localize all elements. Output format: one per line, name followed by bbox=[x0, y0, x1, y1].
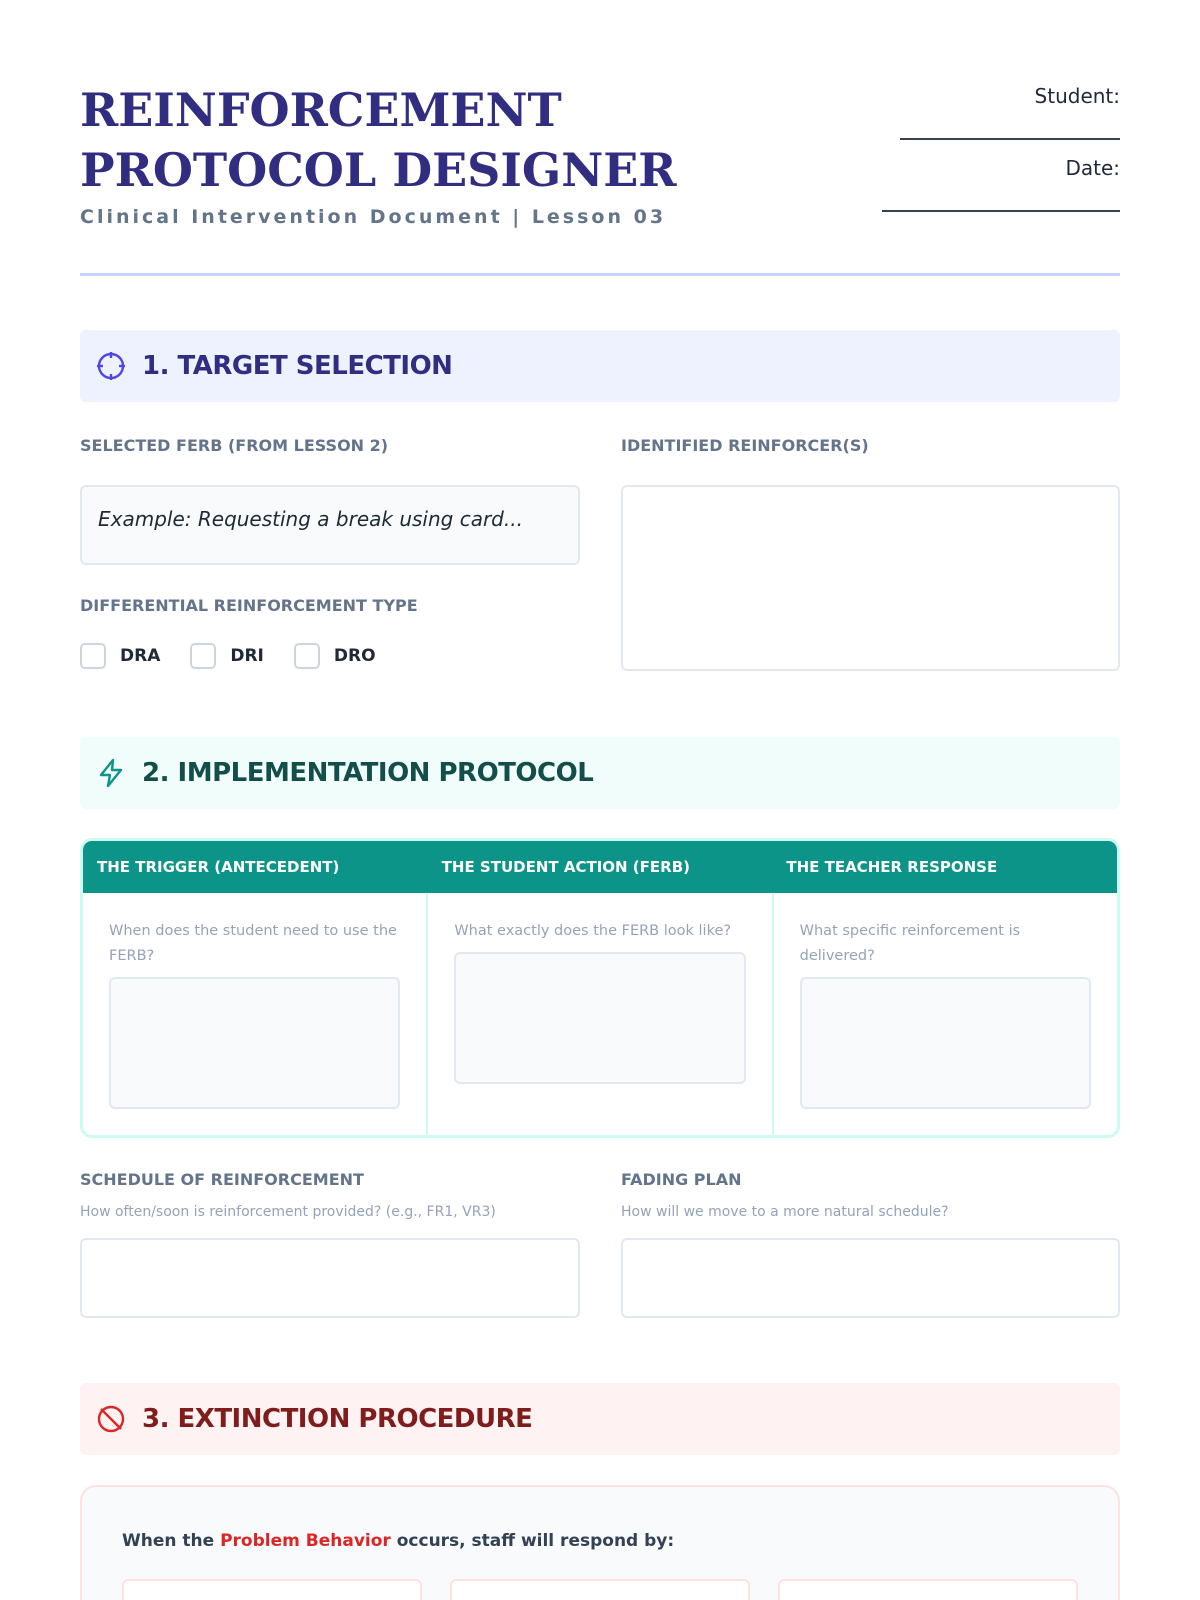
column-question: What exactly does the FERB look like? bbox=[454, 923, 732, 939]
section-target-selection bbox=[80, 330, 1120, 402]
teacher-response-column bbox=[774, 893, 1117, 1135]
option-dra[interactable] bbox=[80, 643, 160, 669]
section-title: 1. TARGET SELECTION bbox=[142, 351, 453, 381]
option-label: DRA bbox=[120, 646, 161, 666]
page-subtitle: Clinical Intervention Document | Lesson 03 bbox=[80, 206, 667, 228]
column-header: THE STUDENT ACTION (FERB) bbox=[441, 858, 690, 876]
date-line[interactable] bbox=[882, 210, 1120, 212]
ferb-label: SELECTED FERB (FROM LESSON 2) bbox=[80, 436, 389, 455]
checkbox[interactable] bbox=[190, 643, 216, 669]
trigger-field[interactable] bbox=[109, 977, 400, 1109]
problem-behavior-highlight: Problem Behavior bbox=[220, 1531, 391, 1551]
column-header: THE TRIGGER (ANTECEDENT) bbox=[97, 858, 340, 876]
protocol-table bbox=[80, 838, 1120, 1138]
fading-hint: How will we move to a more natural schedule? bbox=[621, 1204, 949, 1220]
reinforcer-label: IDENTIFIED REINFORCER(S) bbox=[621, 436, 869, 455]
protocol-table-header bbox=[83, 841, 1117, 893]
section-implementation-protocol bbox=[80, 737, 1120, 809]
schedule-field[interactable] bbox=[80, 1238, 580, 1318]
teacher-response-field[interactable] bbox=[800, 977, 1091, 1109]
option-dri[interactable] bbox=[190, 643, 264, 669]
column-header: THE TEACHER RESPONSE bbox=[786, 858, 998, 876]
student-name-line[interactable] bbox=[900, 138, 1120, 140]
crosshair-icon bbox=[96, 351, 126, 381]
intro-after: occurs, staff will respond by: bbox=[390, 1531, 675, 1551]
schedule-hint: How often/soon is reinforcement provided? (e.g., FR1, VR3) bbox=[80, 1204, 496, 1220]
trigger-column bbox=[83, 893, 428, 1135]
student-action-field[interactable] bbox=[454, 952, 745, 1084]
column-question: When does the student need to use the FERB? bbox=[109, 923, 397, 964]
reinforcer-field[interactable] bbox=[621, 485, 1120, 671]
checkbox[interactable] bbox=[294, 643, 320, 669]
fading-field[interactable] bbox=[621, 1238, 1120, 1318]
ferb-field[interactable] bbox=[80, 485, 580, 565]
student-label: Student: bbox=[1034, 84, 1120, 108]
protocol-table-body bbox=[83, 893, 1117, 1135]
lightning-icon bbox=[96, 758, 126, 788]
section-extinction-procedure bbox=[80, 1383, 1120, 1455]
student-action-column bbox=[428, 893, 773, 1135]
document-header bbox=[80, 80, 1120, 276]
column-question: What specific reinforcement is delivered? bbox=[799, 923, 1021, 964]
diff-type-label: DIFFERENTIAL REINFORCEMENT TYPE bbox=[80, 596, 418, 615]
date-label: Date: bbox=[1065, 156, 1120, 180]
intro-before: When the bbox=[122, 1531, 221, 1551]
ferb-value: Example: Requesting a break using card... bbox=[98, 507, 523, 531]
checkbox[interactable] bbox=[80, 643, 106, 669]
schedule-label: SCHEDULE OF REINFORCEMENT bbox=[80, 1170, 364, 1189]
option-dro[interactable] bbox=[294, 643, 376, 669]
extinction-field-3[interactable] bbox=[778, 1579, 1078, 1600]
extinction-card bbox=[80, 1485, 1120, 1600]
section-title: 3. EXTINCTION PROCEDURE bbox=[142, 1404, 533, 1434]
diff-type-options bbox=[80, 643, 406, 669]
extinction-field-2[interactable] bbox=[450, 1579, 750, 1600]
option-label: DRO bbox=[333, 646, 376, 666]
page-title: REINFORCEMENT PROTOCOL DESIGNER bbox=[80, 83, 677, 197]
extinction-field-1[interactable] bbox=[122, 1579, 422, 1600]
option-label: DRI bbox=[230, 646, 264, 666]
no-symbol-icon bbox=[96, 1404, 126, 1434]
extinction-intro bbox=[122, 1531, 674, 1551]
student-meta bbox=[882, 84, 1120, 212]
fading-label: FADING PLAN bbox=[621, 1170, 742, 1189]
section-title: 2. IMPLEMENTATION PROTOCOL bbox=[142, 758, 594, 788]
